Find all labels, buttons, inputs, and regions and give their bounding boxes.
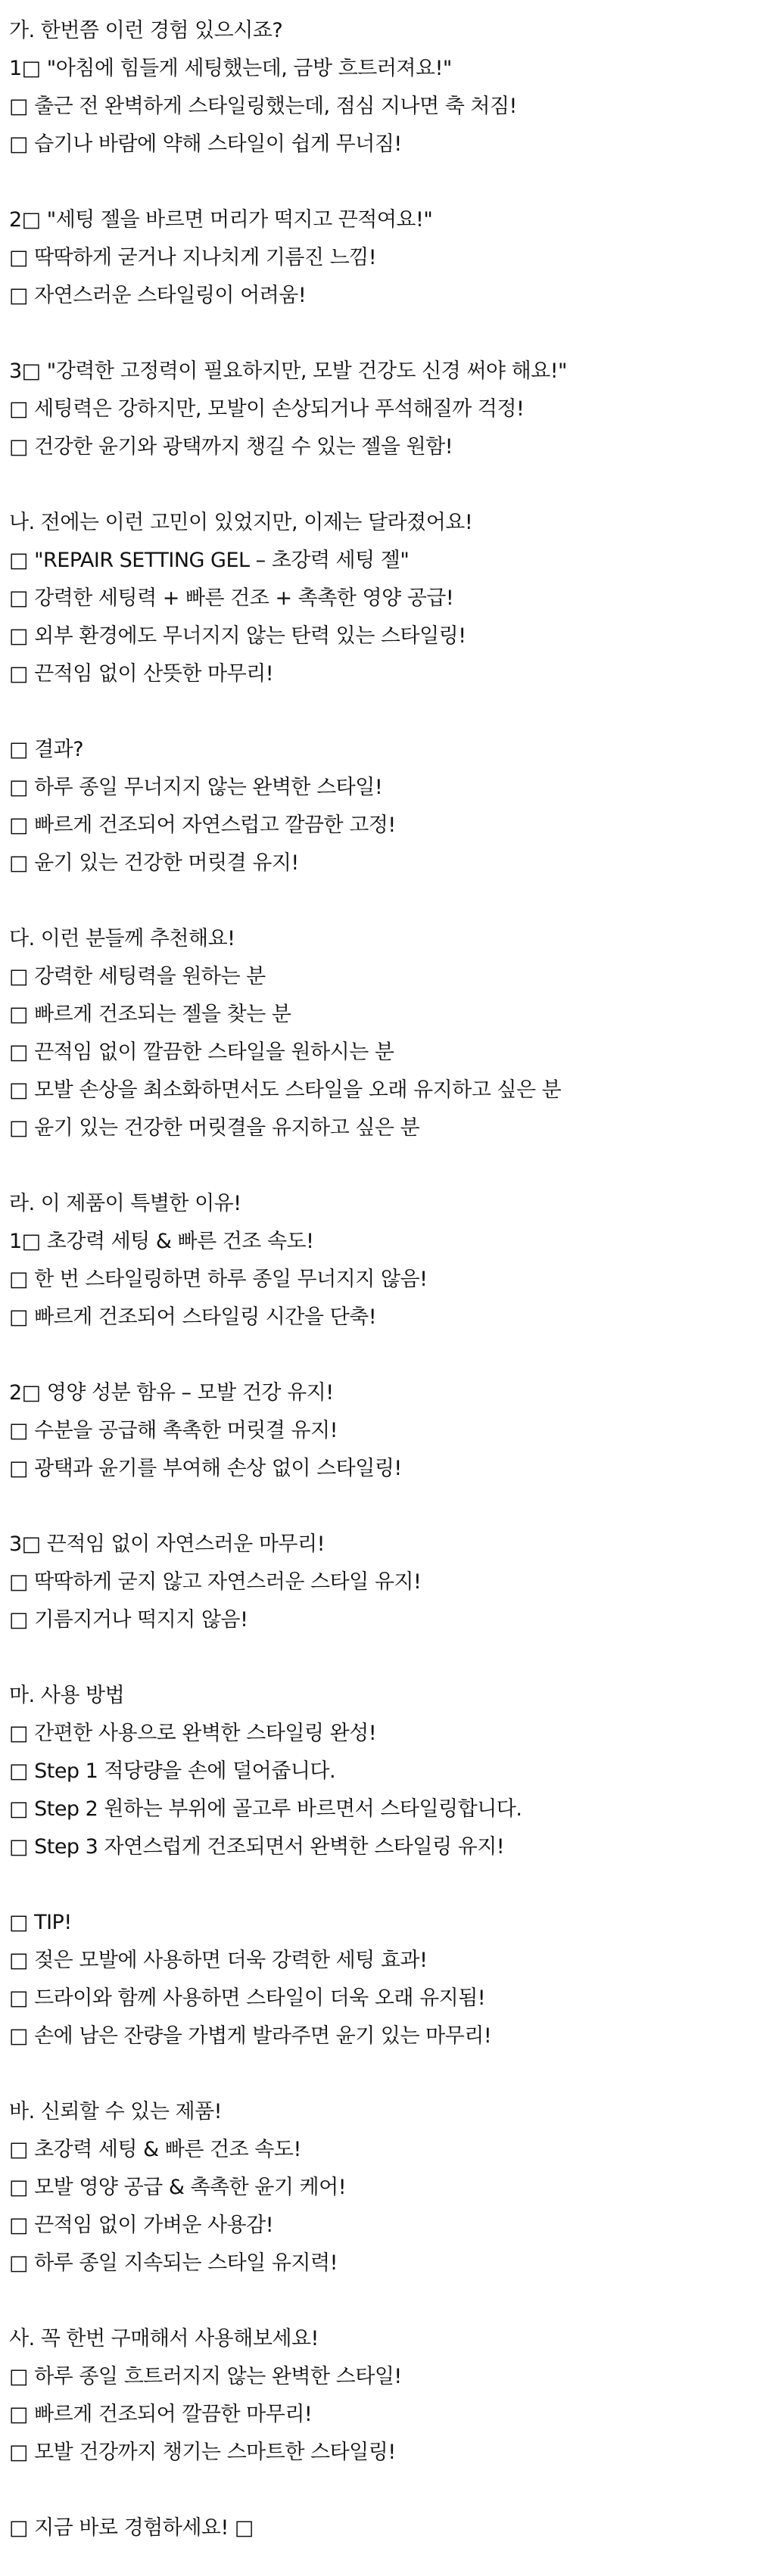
- text-line: □ 빠르게 건조되어 스타일링 시간을 단축!: [9, 1305, 377, 1329]
- spacer-line: [0, 693, 757, 731]
- text-line: □ 딱딱하게 굳거나 지나치게 기름진 느낌!: [9, 246, 377, 269]
- text-line: □ 강력한 세팅력 + 빠른 건조 + 촉촉한 영양 공급!: [9, 586, 454, 610]
- text-line: □ 빠르게 건조되어 자연스럽고 깔끔한 고정!: [9, 814, 396, 837]
- spacer-line: [0, 1336, 757, 1374]
- text-line: □ 기름지거나 떡지지 않음!: [9, 1608, 248, 1632]
- spacer-line: [0, 2472, 757, 2509]
- text-line: □ 습기나 바람에 약해 스타일이 쉽게 무너짐!: [9, 132, 402, 156]
- text-line: □ 한 번 스타일링하면 하루 종일 무너지지 않음!: [9, 1268, 428, 1291]
- spacer-line: [0, 2055, 757, 2093]
- text-line: □ 건강한 윤기와 광택까지 챙길 수 있는 젤을 원함!: [9, 435, 453, 459]
- spacer-line: [0, 1488, 757, 1526]
- text-line: □ 하루 종일 무너지지 않는 완벽한 스타일!: [9, 776, 383, 799]
- spacer-line: [0, 2282, 757, 2320]
- text-line: □ 출근 전 완벽하게 스타일링했는데, 점심 지나면 축 처짐!: [9, 95, 517, 118]
- text-line: □ 수분을 공급해 촉촉한 머릿결 유지!: [9, 1419, 338, 1442]
- spacer-line: [0, 315, 757, 353]
- text-line: 2□ "세팅 젤을 바르면 머리가 떡지고 끈적여요!": [9, 208, 433, 232]
- text-line: □ 외부 환경에도 무너지지 않는 탄력 있는 스타일링!: [9, 624, 466, 648]
- text-line: □ 광택과 윤기를 부여해 손상 없이 스타일링!: [9, 1457, 402, 1480]
- text-line: 나. 전에는 이런 고민이 있었지만, 이제는 달라졌어요!: [9, 511, 473, 534]
- text-line: □ 세팅력은 강하지만, 모발이 손상되거나 푸석해질까 걱정!: [9, 397, 525, 421]
- text-line: □ 젖은 모발에 사용하면 더욱 강력한 세팅 효과!: [9, 1949, 428, 1972]
- text-line: 1□ 초강력 세팅 & 빠른 건조 속도!: [9, 1230, 314, 1253]
- text-line: 3□ "강력한 고정력이 필요하지만, 모발 건강도 신경 써야 해요!": [9, 359, 567, 383]
- product-description-document: [0, 12, 757, 2547]
- text-line: □ 끈적임 없이 깔끔한 스타일을 원하시는 분: [9, 1041, 394, 1064]
- text-line: 바. 신뢰할 수 있는 제품!: [9, 2100, 222, 2123]
- text-line: □ 드라이와 함께 사용하면 스타일이 더욱 오래 유지됨!: [9, 1986, 486, 2010]
- text-line: □ 모발 건강까지 챙기는 스마트한 스타일링!: [9, 2441, 396, 2464]
- spacer-line: [0, 1866, 757, 1904]
- text-line: □ 윤기 있는 건강한 머릿결 유지!: [9, 851, 299, 875]
- text-line: □ 하루 종일 흐트러지지 않는 완벽한 스타일!: [9, 2365, 402, 2388]
- text-line: □ 모발 손상을 최소화하면서도 스타일을 오래 유지하고 싶은 분: [9, 1078, 562, 1102]
- text-line: □ 강력한 세팅력을 원하는 분: [9, 965, 266, 988]
- text-line: □ 지금 바로 경험하세요! □: [9, 2516, 254, 2540]
- text-line: □ 하루 종일 지속되는 스타일 유지력!: [9, 2251, 338, 2275]
- text-line: □ TIP!: [9, 1911, 72, 1934]
- text-line: □ Step 2 원하는 부위에 골고루 바르면서 스타일링합니다.: [9, 1797, 522, 1821]
- text-line: □ Step 1 적당량을 손에 덜어줍니다.: [9, 1759, 336, 1783]
- text-line: 라. 이 제품이 특별한 이유!: [9, 1192, 241, 1215]
- text-line: □ 손에 남은 잔량을 가볍게 발라주면 윤기 있는 마무리!: [9, 2024, 492, 2048]
- text-line: 가. 한번쯤 이런 경험 있으시죠?: [9, 19, 283, 42]
- text-line: □ 딱딱하게 굳지 않고 자연스러운 스타일 유지!: [9, 1570, 422, 1594]
- spacer-line: [0, 466, 757, 504]
- spacer-line: [0, 163, 757, 201]
- text-line: 1□ "아침에 힘들게 세팅했는데, 금방 흐트러져요!": [9, 57, 452, 80]
- text-line: □ 초강력 세팅 & 빠른 건조 속도!: [9, 2138, 301, 2161]
- text-line: □ Step 3 자연스럽게 건조되면서 완벽한 스타일링 유지!: [9, 1835, 505, 1859]
- text-line: □ 빠르게 건조되는 젤을 찾는 분: [9, 1003, 291, 1026]
- text-line: □ 모발 영양 공급 & 촉촉한 윤기 케어!: [9, 2176, 347, 2199]
- text-line: □ 끈적임 없이 산뜻한 마무리!: [9, 662, 274, 686]
- text-line: □ 간편한 사용으로 완벽한 스타일링 완성!: [9, 1722, 377, 1745]
- text-line: □ "REPAIR SETTING GEL – 초강력 세팅 젤": [9, 549, 410, 572]
- text-line: 마. 사용 방법: [9, 1684, 125, 1707]
- text-line: □ 윤기 있는 건강한 머릿결을 유지하고 싶은 분: [9, 1116, 420, 1140]
- spacer-line: [0, 1147, 757, 1185]
- text-line: □ 끈적임 없이 가벼운 사용감!: [9, 2214, 274, 2237]
- text-line: 2□ 영양 성분 함유 – 모발 건강 유지!: [9, 1381, 334, 1405]
- spacer-line: [0, 882, 757, 920]
- text-line: □ 결과?: [9, 738, 84, 761]
- text-line: 사. 꼭 한번 구매해서 사용해보세요!: [9, 2327, 319, 2350]
- text-line: □ 빠르게 건조되어 깔끔한 마무리!: [9, 2403, 313, 2426]
- text-line: 3□ 끈적임 없이 자연스러운 마무리!: [9, 1532, 325, 1556]
- spacer-line: [0, 1639, 757, 1677]
- text-line: 다. 이런 분들께 추천해요!: [9, 927, 235, 950]
- text-line: □ 자연스러운 스타일링이 어려움!: [9, 284, 307, 307]
